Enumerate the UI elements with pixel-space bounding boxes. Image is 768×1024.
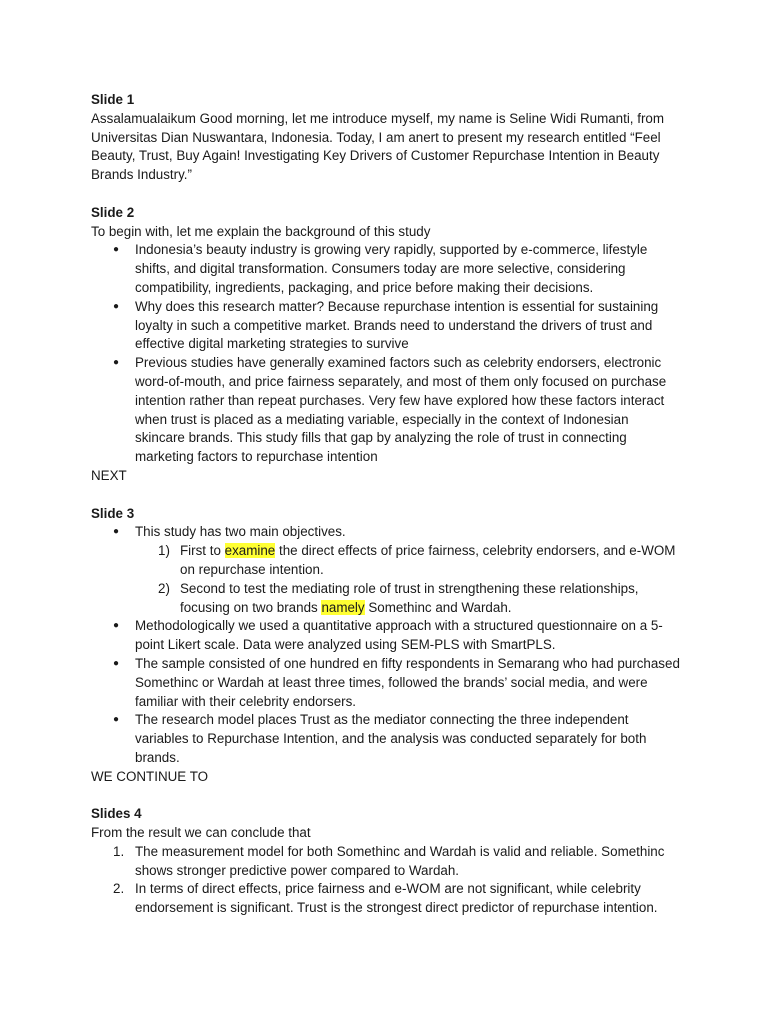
list-item: [113, 843, 680, 881]
slide-1-heading: Slide 1: [91, 92, 135, 107]
item-number: 2.: [113, 881, 125, 897]
slide-3-section: [91, 505, 680, 787]
list-item: ● The sample consisted of one hundred en fifty respondents in Semarang who had purchased Somethinc or Wardah at least three times, followed the brands’ social media, and were familiar with their celebrity endorsers.: [135, 655, 680, 711]
list-item: ● Methodologically we used a quantitative approach with a structured questionnaire on a 5-point Likert scale. Data were analyzed using SEM-PLS with SmartPLS.: [135, 617, 680, 655]
conclusions-list: [91, 843, 680, 918]
objective-text: Second to test the mediating role of trust in strengthening these relationships, focusing on two brands: [180, 580, 639, 615]
slide-2-section: [91, 204, 680, 486]
item-text: The measurement model for both Somethinc and Wardah is valid and reliable. Somethinc shows stronger predictive power compared to Wardah.: [135, 843, 665, 878]
objectives-list: [135, 542, 680, 617]
slide-2-intro: To begin with, let me explain the background of this study: [91, 223, 431, 239]
slide-3-heading: Slide 3: [91, 505, 135, 521]
objective-number: 1): [158, 543, 170, 559]
highlighted-word: namely: [321, 599, 365, 615]
list-item: ● Previous studies have generally examined factors such as celebrity endorsers, electronic word-of-mouth, and price fairness separately, and most of them only focused on purchase intention rather than repeat purchases. Very few have explored how these factors interact when trust is placed as a mediating variable, especially in the context of Indonesian skincare brands. This study fills that gap by analyzing the role of trust in connecting marketing factors to repurchase intention: [135, 354, 680, 467]
slide-3-closing: WE CONTINUE TO: [91, 768, 209, 784]
objective-number: 2): [158, 580, 170, 596]
slide-2-heading: Slide 2: [91, 204, 135, 220]
slide-2-bullet-list: [91, 241, 680, 467]
item-number: 1.: [113, 843, 125, 859]
slide-4-intro: From the result we can conclude that: [91, 825, 311, 841]
objective-text: First to: [180, 543, 225, 559]
list-item: ● Why does this research matter? Because repurchase intention is essential for sustaining loyalty in such a competitive market. Brands need to understand the drivers of trust and effective digital marketing strategies to survive: [135, 298, 680, 354]
highlighted-word: examine: [224, 543, 276, 559]
slide-3-bullet-list: [91, 523, 680, 767]
objective-text: the direct effects of price fairness, celebrity endorsers, and e-WOM on repurchase intention.: [180, 543, 676, 577]
slide-2-closing: NEXT: [91, 467, 127, 483]
slide-4-section: [91, 805, 680, 918]
objective-item: [158, 580, 680, 618]
list-item: [113, 880, 680, 918]
list-item: [135, 523, 680, 617]
slide-4-heading: Slides 4: [91, 806, 142, 822]
objective-item: [158, 542, 680, 580]
objectives-intro: This study has two main objectives.: [135, 524, 346, 540]
list-item: ● Indonesia’s beauty industry is growing very rapidly, supported by e-commerce, lifestyle shifts, and digital transformation. Consumers today are more selective, considering compatibility, ingredients, packaging, and price before making their decisions.: [135, 241, 680, 297]
objective-text: Somethinc and Wardah.: [364, 599, 512, 615]
slide-1-text: Assalamualaikum Good morning, let me introduce myself, my name is Seline Widi Rumanti, from Universitas Dian Nuswantara, Indonesia. Today, I am anert to present my research entitled “Feel Beauty, Trust, Buy Again! Investigating Key Drivers of Customer Repurchase Intention in Beauty Brands Industry.”: [91, 110, 665, 183]
slide-1-section: [91, 91, 680, 185]
item-text: In terms of direct effects, price fairness and e-WOM are not significant, while celebrity endorsement is significant. Trust is the strongest direct predictor of repurchase intention.: [135, 881, 658, 916]
list-item: ● The research model places Trust as the mediator connecting the three independent variables to Repurchase Intention, and the analysis was conducted separately for both brands.: [135, 711, 680, 767]
